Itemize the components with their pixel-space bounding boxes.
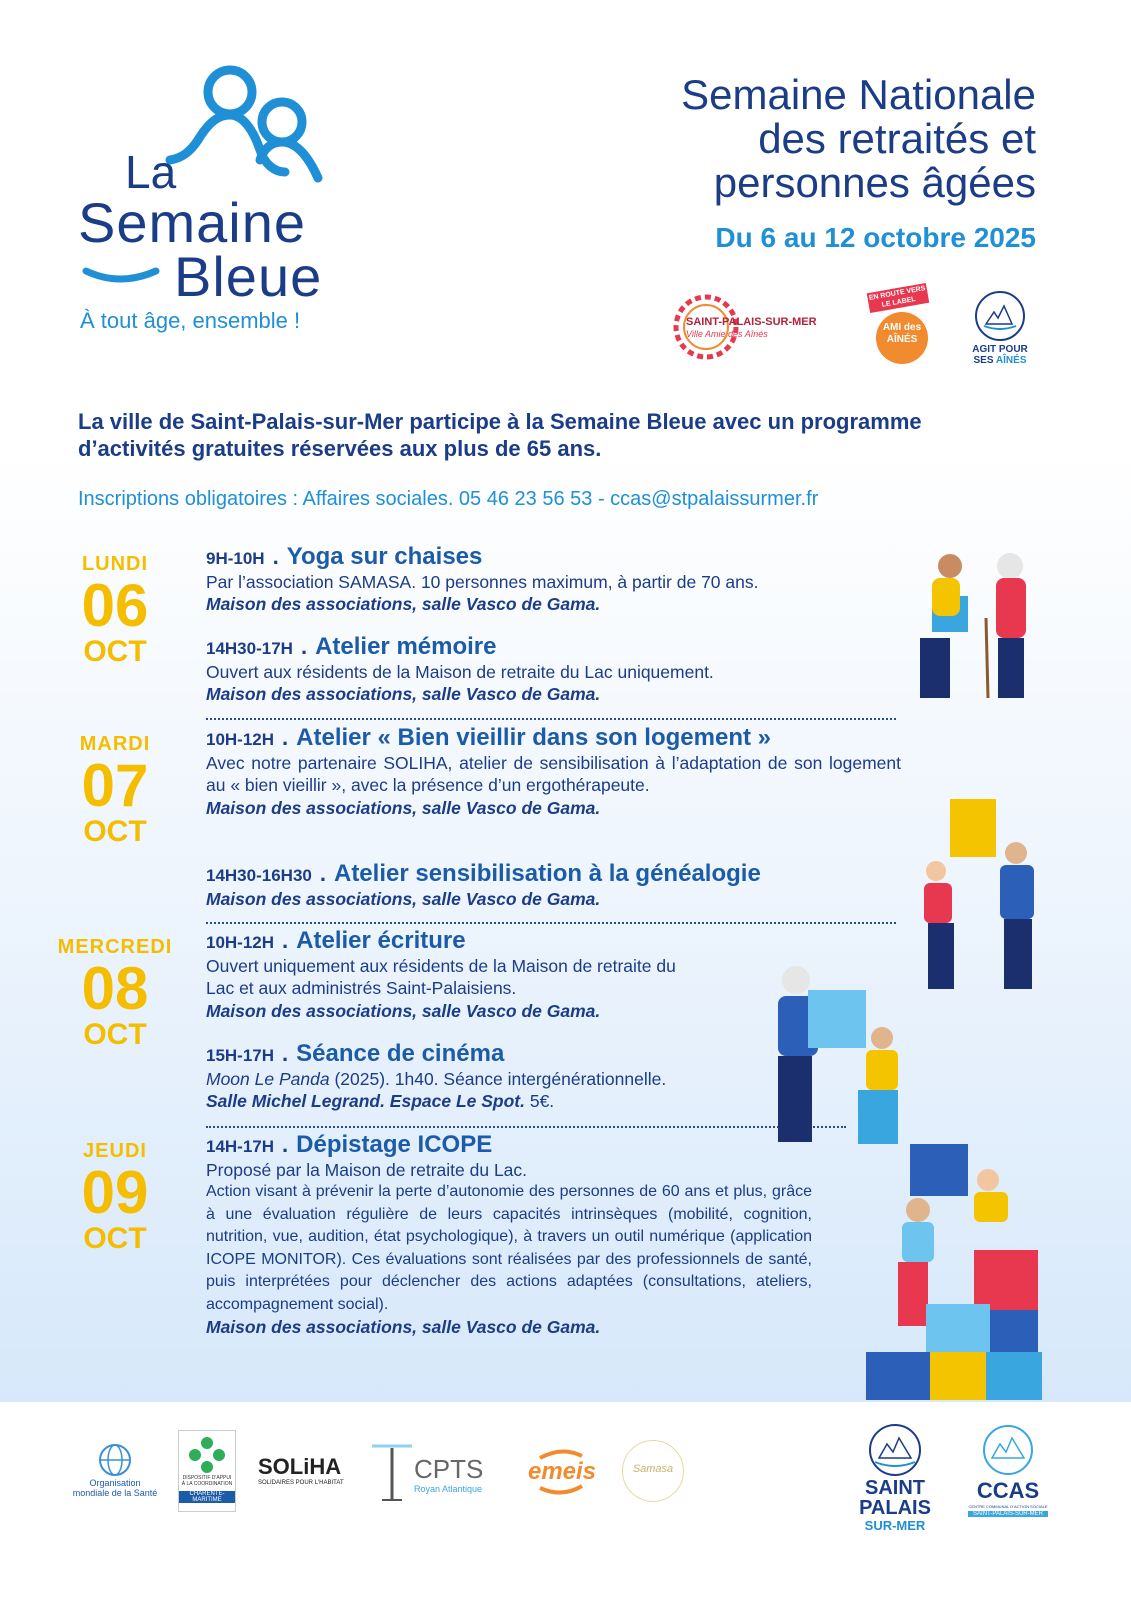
event-time: 10H-12H bbox=[206, 730, 275, 749]
event-icope bbox=[206, 1131, 812, 1339]
event-genealogie bbox=[206, 860, 901, 910]
samasa-logo bbox=[622, 1440, 684, 1502]
city-emblem-icon bbox=[972, 288, 1028, 344]
event-location: Maison des associations, salle Vasco de Gama. bbox=[206, 1000, 601, 1021]
event-ecriture bbox=[206, 927, 706, 1022]
day-wednesday bbox=[40, 936, 190, 1051]
cross-icon bbox=[187, 1435, 227, 1475]
day-month: OCT bbox=[83, 635, 147, 668]
day-month: OCT bbox=[83, 815, 147, 848]
film-details: (2025). 1h40. Séance intergénérationnelle. bbox=[329, 1068, 667, 1089]
saint-palais-line2: PALAIS bbox=[859, 1497, 931, 1519]
event-title: Atelier sensibilisation à la généalogie bbox=[333, 860, 761, 887]
header-title-line: Semaine Nationale bbox=[681, 71, 1036, 118]
event-location: Maison des associations, salle Vasco de Gama. bbox=[206, 684, 601, 704]
soliha-name: SOLiHA bbox=[258, 1454, 342, 1479]
event-title: Yoga sur chaises bbox=[286, 543, 483, 570]
footer-partners bbox=[0, 1402, 1131, 1600]
seniors-puzzle-illustration-2 bbox=[920, 795, 1050, 995]
event-title: Atelier « Bien vieillir dans son logement » bbox=[296, 724, 771, 751]
event-desc: Proposé par la Maison de retraite du Lac. bbox=[206, 1159, 528, 1180]
oms-line1: Organisation bbox=[89, 1478, 141, 1488]
event-desc bbox=[206, 1068, 766, 1091]
ccas-sub: CENTRE COMMUNAL D'ACTION SOCIALE bbox=[968, 1504, 1048, 1509]
dac-logo bbox=[178, 1430, 236, 1512]
event-dot: . bbox=[272, 544, 279, 569]
event-location: Maison des associations, salle Vasco de Gama. bbox=[206, 1317, 601, 1337]
film-title: Moon Le Panda bbox=[206, 1068, 330, 1089]
day-number: 08 bbox=[81, 955, 149, 1022]
day-weekday: LUNDI bbox=[81, 553, 149, 575]
soliha-sub: SOLIDAIRES POUR L'HABITAT bbox=[258, 1480, 344, 1486]
event-location: Maison des associations, salle Vasco de Gama. bbox=[206, 594, 601, 614]
day-month: OCT bbox=[83, 1222, 147, 1255]
smile-icon bbox=[82, 265, 162, 285]
separator bbox=[206, 718, 896, 720]
day-weekday: MARDI bbox=[79, 733, 151, 755]
dac-line3: CHARENTE-MARITIME bbox=[179, 1491, 235, 1503]
day-weekday: JEUDI bbox=[83, 1140, 147, 1162]
event-yoga bbox=[206, 543, 901, 616]
day-monday bbox=[40, 553, 190, 668]
stpalais-amie-aines-badge bbox=[668, 288, 848, 366]
saint-palais-logo bbox=[850, 1422, 940, 1533]
event-desc: Ouvert uniquement aux résidents de la Maison de retraite du Lac et aux administrés Saint-Palaisiens. bbox=[206, 955, 676, 998]
lighthouse-icon bbox=[372, 1440, 412, 1504]
dac-line2: À LA COORDINATION bbox=[181, 1481, 233, 1487]
event-desc: Avec notre partenaire SOLIHA, atelier de sensibilisation à l’adaptation de son logement au « bien vieillir », avec la présence d’un ergothérapeute. bbox=[206, 752, 901, 795]
agit-line1: AGIT POUR bbox=[972, 344, 1028, 355]
semaine-bleue-logo bbox=[70, 60, 370, 350]
logo-semaine: Semaine bbox=[78, 191, 307, 254]
day-thursday bbox=[40, 1140, 190, 1255]
event-desc-long: Action visant à prévenir la perte d’autonomie des personnes de 60 ans et plus, grâce à une évaluation régulière de leurs capacités intrinsèques (mobilité, cognition, nutrition, vue, audition, état psychologique), à travers un outil numérique (application ICOPE MONITOR). Ces évaluations sont réalisées par des professionnels de santé, puis interprétées pour déclencher des actions adaptées (consultations, ateliers, accompagnement social). bbox=[206, 1183, 812, 1313]
day-number: 07 bbox=[81, 752, 149, 819]
day-number: 06 bbox=[81, 572, 149, 639]
event-dot: . bbox=[282, 928, 289, 953]
day-month: OCT bbox=[83, 1018, 147, 1051]
event-desc: Ouvert aux résidents de la Maison de retraite du Lac uniquement. bbox=[206, 661, 714, 682]
event-time: 14H30-17H bbox=[206, 639, 293, 658]
soliha-logo bbox=[258, 1454, 344, 1486]
seniors-puzzle-illustration-3 bbox=[770, 962, 925, 1152]
ami-ribbon: EN ROUTE VERS LE LABEL bbox=[867, 283, 930, 313]
samasa-name: Samasa bbox=[632, 1463, 674, 1475]
event-cinema bbox=[206, 1040, 766, 1113]
event-dot: . bbox=[282, 1132, 289, 1157]
event-title: Dépistage ICOPE bbox=[296, 1131, 493, 1158]
event-location: Maison des associations, salle Vasco de Gama. bbox=[206, 888, 601, 909]
cinema-venue: Salle Michel Legrand. Espace Le Spot. bbox=[206, 1091, 525, 1111]
agit-ses: SES bbox=[973, 355, 996, 366]
event-title: Atelier écriture bbox=[296, 927, 466, 954]
event-time: 10H-12H bbox=[206, 933, 275, 952]
saint-palais-line3: SUR-MER bbox=[864, 1518, 926, 1533]
event-location: Maison des associations, salle Vasco de Gama. bbox=[206, 797, 601, 818]
header-title-line: des retraités et bbox=[758, 115, 1036, 162]
separator bbox=[206, 922, 896, 924]
registration-info: Inscriptions obligatoires : Affaires sociales. 05 46 23 56 53 - ccas@stpalaissurmer.fr bbox=[78, 488, 819, 510]
oms-logo bbox=[70, 1442, 160, 1498]
two-figures-icon bbox=[70, 60, 370, 190]
event-dot: . bbox=[282, 1041, 289, 1066]
cinema-price: 5€. bbox=[524, 1091, 555, 1111]
stpalais-badge-sub: Ville Amie des Aînés bbox=[686, 329, 768, 339]
event-time: 14H30-16H30 bbox=[206, 866, 312, 885]
logo-bleue: Bleue bbox=[174, 245, 323, 308]
seniors-puzzle-illustration-4 bbox=[862, 1140, 1050, 1400]
event-dot: . bbox=[282, 725, 289, 750]
event-time: 9H-10H bbox=[206, 549, 265, 568]
event-title: Atelier mémoire bbox=[315, 633, 497, 660]
emeis-logo bbox=[520, 1444, 604, 1500]
ccas-name: CCAS bbox=[976, 1478, 1040, 1503]
globe-icon bbox=[97, 1442, 133, 1478]
ami-circle: AMI des AÎNÉS bbox=[876, 312, 928, 364]
header-title-line: personnes âgées bbox=[713, 159, 1036, 206]
seniors-puzzle-illustration-1 bbox=[910, 548, 1050, 708]
city-emblem-icon bbox=[865, 1422, 925, 1478]
day-tuesday bbox=[40, 733, 190, 848]
event-memoire bbox=[206, 633, 901, 706]
agit-aines: AÎNÉS bbox=[995, 355, 1027, 366]
event-bien-vieillir bbox=[206, 724, 901, 819]
saint-palais-line1: SAINT bbox=[865, 1477, 925, 1499]
event-desc: Par l’association SAMASA. 10 personnes maximum, à partir de 70 ans. bbox=[206, 571, 759, 592]
oms-line2: mondiale de la Santé bbox=[72, 1488, 158, 1498]
day-number: 09 bbox=[81, 1159, 149, 1226]
ccas-city: SAINT-PALAIS-SUR-MER bbox=[968, 1511, 1048, 1517]
dac-line1: DISPOSITIF D'APPUI bbox=[182, 1475, 232, 1481]
header-title bbox=[516, 73, 1036, 205]
emeis-name: emeis bbox=[527, 1458, 597, 1485]
event-time: 14H-17H bbox=[206, 1137, 275, 1156]
event-dot: . bbox=[319, 861, 326, 886]
logo-la: La bbox=[125, 146, 177, 198]
event-dot: . bbox=[300, 634, 308, 659]
ccas-logo bbox=[968, 1422, 1048, 1517]
ccas-emblem-icon bbox=[980, 1422, 1036, 1478]
day-weekday: MERCREDI bbox=[57, 936, 173, 958]
event-time: 15H-17H bbox=[206, 1046, 275, 1065]
separator bbox=[206, 1126, 846, 1128]
cpts-logo bbox=[360, 1440, 510, 1504]
event-title: Séance de cinéma bbox=[296, 1040, 505, 1067]
intro-text: La ville de Saint-Palais-sur-Mer participe à la Semaine Bleue avec un programme d’activités gratuites réservées aux plus de 65 ans. bbox=[78, 409, 922, 461]
agit-line2 bbox=[960, 355, 1040, 366]
stpalais-badge-name: SAINT-PALAIS-SUR-MER bbox=[686, 316, 817, 328]
ami-des-aines-badge bbox=[868, 285, 940, 370]
cpts-sub: Royan Atlantique bbox=[414, 1484, 483, 1494]
logo-tagline: À tout âge, ensemble ! bbox=[80, 308, 301, 333]
header-dates: Du 6 au 12 octobre 2025 bbox=[715, 222, 1036, 253]
event-location bbox=[206, 1090, 766, 1113]
agit-pour-aines-badge bbox=[960, 288, 1040, 378]
cpts-name: CPTS bbox=[414, 1454, 484, 1484]
